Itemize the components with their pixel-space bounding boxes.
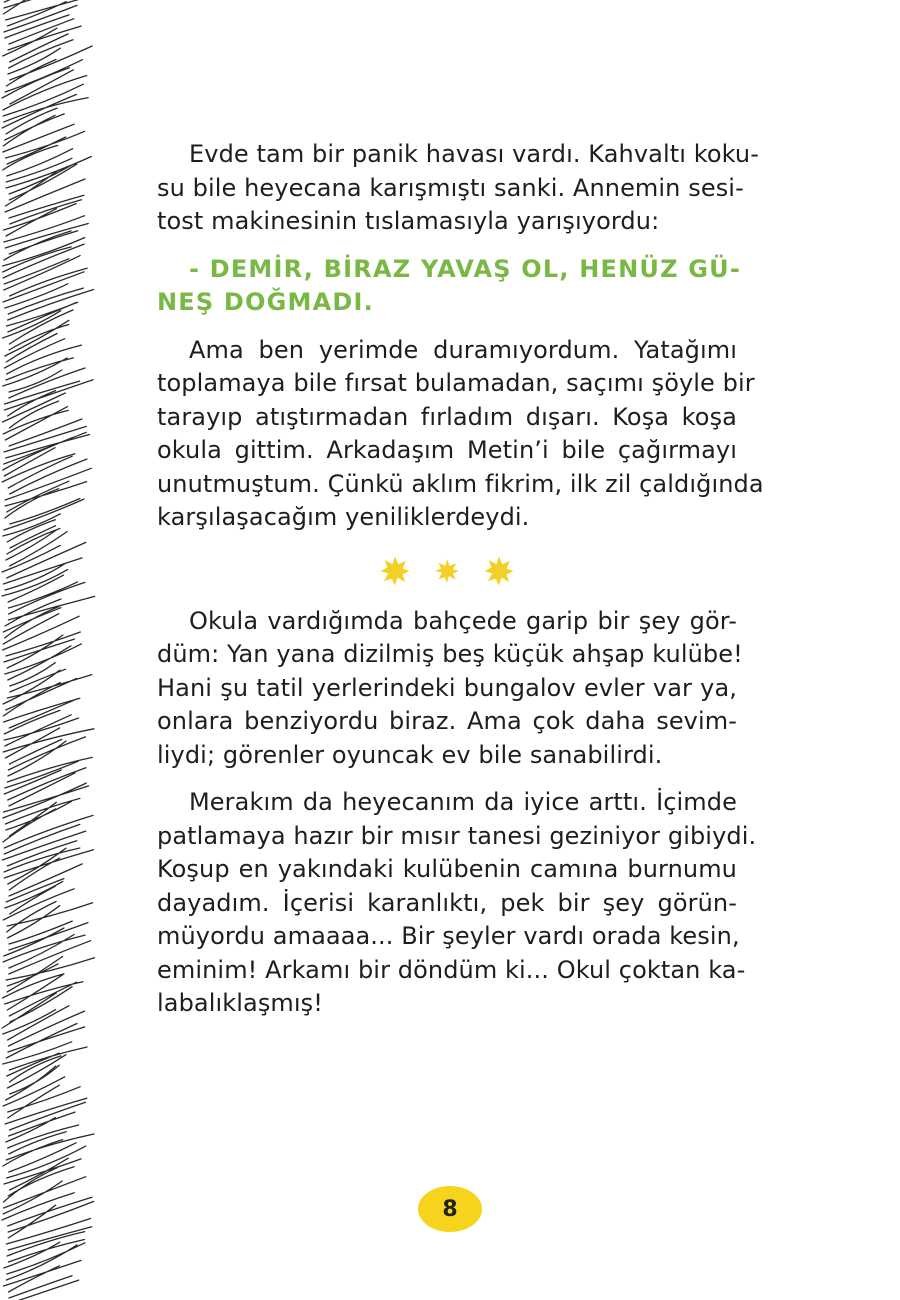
- page-number-badge: [418, 1186, 482, 1232]
- text-line: tarayıp atıştırmadan fırladım dışarı. Koşa koşa: [157, 402, 737, 431]
- text-line: karşılaşacağım yeniliklerdeydi.: [157, 503, 530, 531]
- text-line: müyordu amaaaa... Bir şeyler vardı orada kesin,: [157, 922, 740, 950]
- text-line: labalıklaşmış!: [157, 989, 324, 1017]
- shout-line: - DEMİR, BİRAZ YAVAŞ OL, HENÜZ GÜ-: [189, 254, 741, 283]
- shout-line: NEŞ DOĞMADI.: [157, 288, 374, 316]
- text-line: Hani şu tatil yerlerindeki bungalov evler var ya,: [157, 673, 737, 702]
- story-text: [157, 138, 764, 1021]
- text-line: su bile heyecana karışmıştı sanki. Annemin sesi-: [157, 173, 744, 202]
- text-line: Koşup en yakındaki kulübenin camına burnumu: [157, 855, 737, 883]
- text-line: tost makinesinin tıslamasıyla yarışıyordu:: [157, 207, 660, 235]
- text-line: Evde tam bir panik havası vardı. Kahvaltı koku-: [189, 140, 759, 168]
- text-line: unutmuştum. Çünkü aklım fikrim, ilk zil çaldığında: [157, 469, 764, 498]
- splat-icon: [482, 554, 516, 588]
- text-line: eminim! Arkamı bir döndüm ki... Okul çoktan ka-: [157, 955, 746, 984]
- text-line: onlara benziyordu biraz. Ama çok daha sevim-: [157, 707, 737, 735]
- text-line: toplamaya bile fırsat bulamadan, saçımı şöyle bir: [157, 369, 755, 397]
- text-line: patlamaya hazır bir mısır tanesi geziniyor gibiydi.: [157, 821, 757, 850]
- splat-icon: [378, 554, 412, 588]
- paragraph-4: [157, 786, 757, 1021]
- page-number: 8: [442, 1196, 458, 1222]
- splat-icon: [430, 554, 464, 588]
- scribble-border: [0, 0, 110, 1300]
- text-line: Ama ben yerimde duramıyordum. Yatağımı: [189, 335, 737, 364]
- text-line: okula gittim. Arkadaşım Metin’i bile çağırmayı: [157, 436, 737, 464]
- text-line: Okula vardığımda bahçede garip bir şey gör-: [189, 606, 737, 635]
- text-line: düm: Yan yana dizilmiş beş küçük ahşap kulübe!: [157, 640, 743, 668]
- paragraph-3: [157, 605, 743, 773]
- paragraph-2: [157, 334, 764, 535]
- paragraph-1: [157, 138, 759, 239]
- text-line: dayadım. İçerisi karanlıktı, pek bir şey görün-: [157, 888, 737, 917]
- text-line: Merakım da heyecanım da iyice arttı. İçimde: [189, 788, 737, 816]
- text-line: liydi; görenler oyuncak ev bile sanabilirdi.: [157, 740, 663, 769]
- section-divider: [157, 551, 737, 591]
- shout-dialogue: [157, 253, 741, 320]
- scribble-strokes: [2, 0, 95, 1300]
